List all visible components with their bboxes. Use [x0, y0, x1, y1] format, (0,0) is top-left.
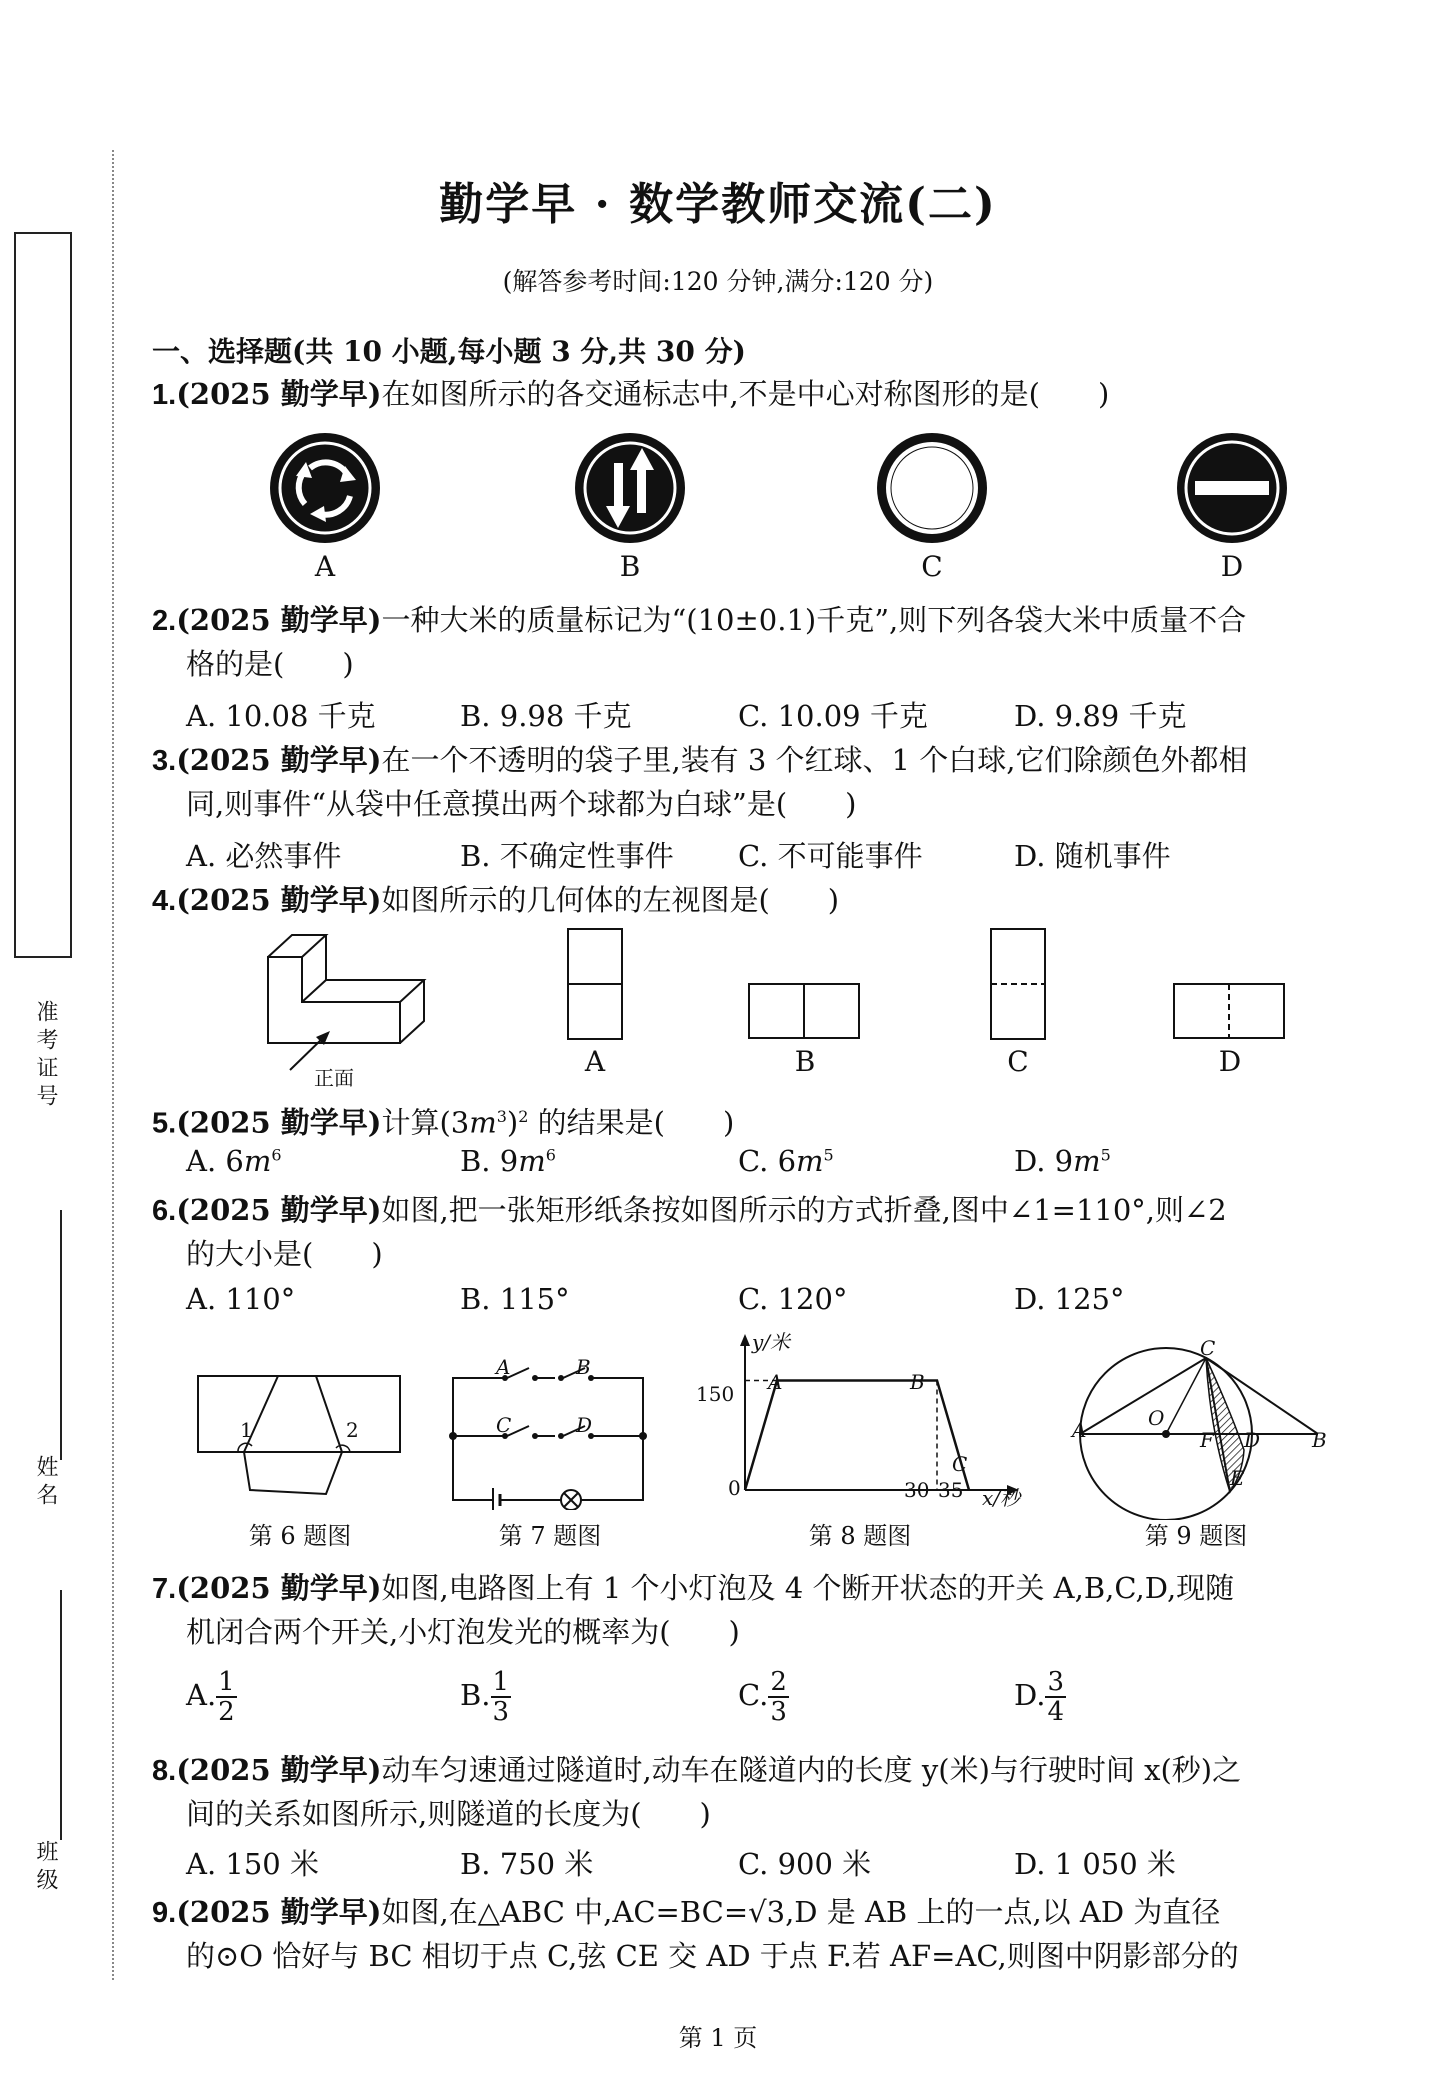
question-9: 9.(2025 勤学早)如图,在△ABC 中,AC=BC=√3,D 是 AB 上的一点,以 AD 为直径 — [152, 1895, 1221, 1929]
binding-dotted-line — [112, 150, 114, 1980]
name-line — [60, 1210, 62, 1460]
q2-option-a: A. 10.08 千克 — [186, 699, 376, 733]
fig6-angle-1: 1 — [240, 1418, 253, 1442]
fig8-point-c: C — [952, 1452, 968, 1476]
question-2: 2.(2025 勤学早)一种大米的质量标记为“(10±0.1)千克”,则下列各袋大米中质量不合 — [152, 603, 1247, 637]
q4-solid-figure — [260, 925, 450, 1075]
q4-view-a — [560, 925, 630, 1045]
q2-option-c: C. 10.09 千克 — [738, 699, 928, 733]
fig8-ylabel: y/米 — [752, 1330, 791, 1354]
question-6: 6.(2025 勤学早)如图,把一张矩形纸条按如图所示的方式折叠,图中∠1=110°,则∠2 — [152, 1193, 1227, 1227]
fig8-series-line — [745, 1381, 969, 1491]
sign-roundabout-icon — [270, 433, 380, 543]
question-2-cont: 格的是( ) — [186, 647, 354, 681]
q7-option-a: A. $\frac{1}{2}$ — [186, 1667, 235, 1727]
fig9-point-f: F — [1200, 1428, 1214, 1452]
question-3-cont: 同,则事件“从袋中任意摸出两个球都为白球”是( ) — [186, 787, 857, 821]
fig9-point-o: O — [1148, 1406, 1165, 1430]
q6-option-d: D. 125° — [1014, 1282, 1125, 1316]
q8-option-a: A. 150 米 — [186, 1847, 319, 1881]
q8-option-b: B. 750 米 — [460, 1847, 594, 1881]
fig8-xtick-30: 30 — [904, 1478, 930, 1502]
q4-view-d — [1170, 980, 1290, 1045]
fig8-xtick-35: 35 — [938, 1478, 964, 1502]
class-line — [60, 1590, 62, 1840]
fig8-origin: 0 — [728, 1476, 741, 1500]
q2-option-d: D. 9.89 千克 — [1014, 699, 1187, 733]
q1-label-a: A — [314, 550, 336, 583]
question-5: 5.(2025 勤学早)计算$(3m^3)^2$ 的结果是( ) — [152, 1105, 735, 1140]
page-subtitle: (解答参考时间:120 分钟,满分:120 分) — [502, 267, 934, 296]
q3-option-b: B. 不确定性事件 — [460, 839, 674, 873]
question-7: 7.(2025 勤学早)如图,电路图上有 1 个小灯泡及 4 个断开状态的开关 A,B,C,D,现随 — [152, 1571, 1235, 1605]
q4-view-c — [983, 925, 1053, 1045]
question-7-cont: 机闭合两个开关,小灯泡发光的概率为( ) — [186, 1615, 740, 1649]
question-1: 1.(2025 勤学早)在如图所示的各交通标志中,不是中心对称图形的是( ) — [152, 377, 1110, 411]
q1-traffic-signs — [260, 428, 1310, 558]
q5-option-c: C. $6m^5$ — [738, 1144, 834, 1178]
q2-option-b: B. 9.98 千克 — [460, 699, 632, 733]
fig8-point-a: A — [768, 1370, 783, 1394]
question-6-cont: 的大小是( ) — [186, 1237, 383, 1271]
q5-option-b: B. $9m^6$ — [460, 1144, 556, 1178]
q7-option-d: D. $\frac{3}{4}$ — [1014, 1667, 1064, 1727]
fig9-point-a: A — [1072, 1418, 1087, 1442]
fig8-caption: 第 8 题图 — [808, 1522, 912, 1550]
question-8-cont: 间的关系如图所示,则隧道的长度为( ) — [186, 1797, 711, 1831]
q3-option-c: C. 不可能事件 — [738, 839, 923, 873]
sign-two-way-icon — [575, 433, 685, 543]
q3-option-a: A. 必然事件 — [186, 839, 342, 873]
fig7-switch-b: B — [576, 1355, 591, 1379]
fig7-caption: 第 7 题图 — [498, 1522, 602, 1550]
q4-front-label: 正面 — [314, 1066, 354, 1090]
fig7-switch-a: A — [496, 1355, 511, 1379]
q8-option-d: D. 1 050 米 — [1014, 1847, 1176, 1881]
q1-label-c: C — [921, 550, 943, 583]
admission-number-label: 准考证号 — [33, 1000, 58, 1112]
fig7-switch-c: C — [496, 1413, 512, 1437]
q5-option-a: A. $6m^6$ — [186, 1144, 282, 1178]
admission-number-grid — [14, 232, 72, 958]
sign-no-entry-icon — [1177, 433, 1287, 543]
fig8-xlabel: x/秒 — [982, 1486, 1021, 1510]
q6-option-b: B. 115° — [460, 1282, 570, 1316]
class-label: 班级 — [33, 1840, 58, 1896]
fig8-point-b: B — [910, 1370, 925, 1394]
fig8-ytick: 150 — [696, 1382, 735, 1406]
fig9-point-d: D — [1244, 1428, 1261, 1452]
question-9-cont: 的⊙O 恰好与 BC 相切于点 C,弦 CE 交 AD 于点 F.若 AF=AC,则图中阴影部分的 — [186, 1939, 1239, 1973]
q6-option-c: C. 120° — [738, 1282, 848, 1316]
q7-option-b: B. $\frac{1}{3}$ — [460, 1667, 510, 1727]
name-label: 姓名 — [33, 1455, 58, 1511]
question-3: 3.(2025 勤学早)在一个不透明的袋子里,装有 3 个红球、1 个白球,它们除颜色外都相 — [152, 743, 1248, 777]
fig9-point-c: C — [1200, 1336, 1216, 1360]
q6-option-a: A. 110° — [186, 1282, 296, 1316]
fig9-point-b: B — [1312, 1428, 1327, 1452]
q5-option-d: D. $9m^5$ — [1014, 1144, 1111, 1178]
question-4: 4.(2025 勤学早)如图所示的几何体的左视图是( ) — [152, 883, 840, 917]
fig6-folded-strip — [190, 1360, 410, 1510]
q7-option-c: C. $\frac{2}{3}$ — [738, 1667, 787, 1727]
sign-no-vehicles-icon — [877, 433, 987, 543]
section-title: 一、选择题(共 10 小题,每小题 3 分,共 30 分) — [152, 335, 746, 368]
fig7-switch-d: D — [576, 1413, 593, 1437]
fig7-circuit — [445, 1360, 655, 1510]
q1-label-d: D — [1220, 550, 1244, 583]
q4-label-c: C — [1007, 1045, 1029, 1078]
q4-label-b: B — [794, 1045, 816, 1078]
q4-label-a: A — [584, 1045, 606, 1078]
fig6-caption: 第 6 题图 — [248, 1522, 352, 1550]
page-number: 第 1 页 — [678, 2024, 758, 2052]
fig6-angle-2: 2 — [346, 1418, 359, 1442]
page-title: 勤学早 · 数学教师交流(二) — [439, 179, 997, 230]
fig9-point-e: E — [1230, 1466, 1245, 1490]
q1-label-b: B — [619, 550, 641, 583]
fig9-caption: 第 9 题图 — [1144, 1522, 1248, 1550]
q4-label-d: D — [1218, 1045, 1242, 1078]
question-8: 8.(2025 勤学早)动车匀速通过隧道时,动车在隧道内的长度 y(米)与行驶时间 x(秒)之 — [152, 1753, 1242, 1787]
q8-option-c: C. 900 米 — [738, 1847, 872, 1881]
q4-view-b — [745, 980, 865, 1045]
q3-option-d: D. 随机事件 — [1014, 839, 1171, 873]
